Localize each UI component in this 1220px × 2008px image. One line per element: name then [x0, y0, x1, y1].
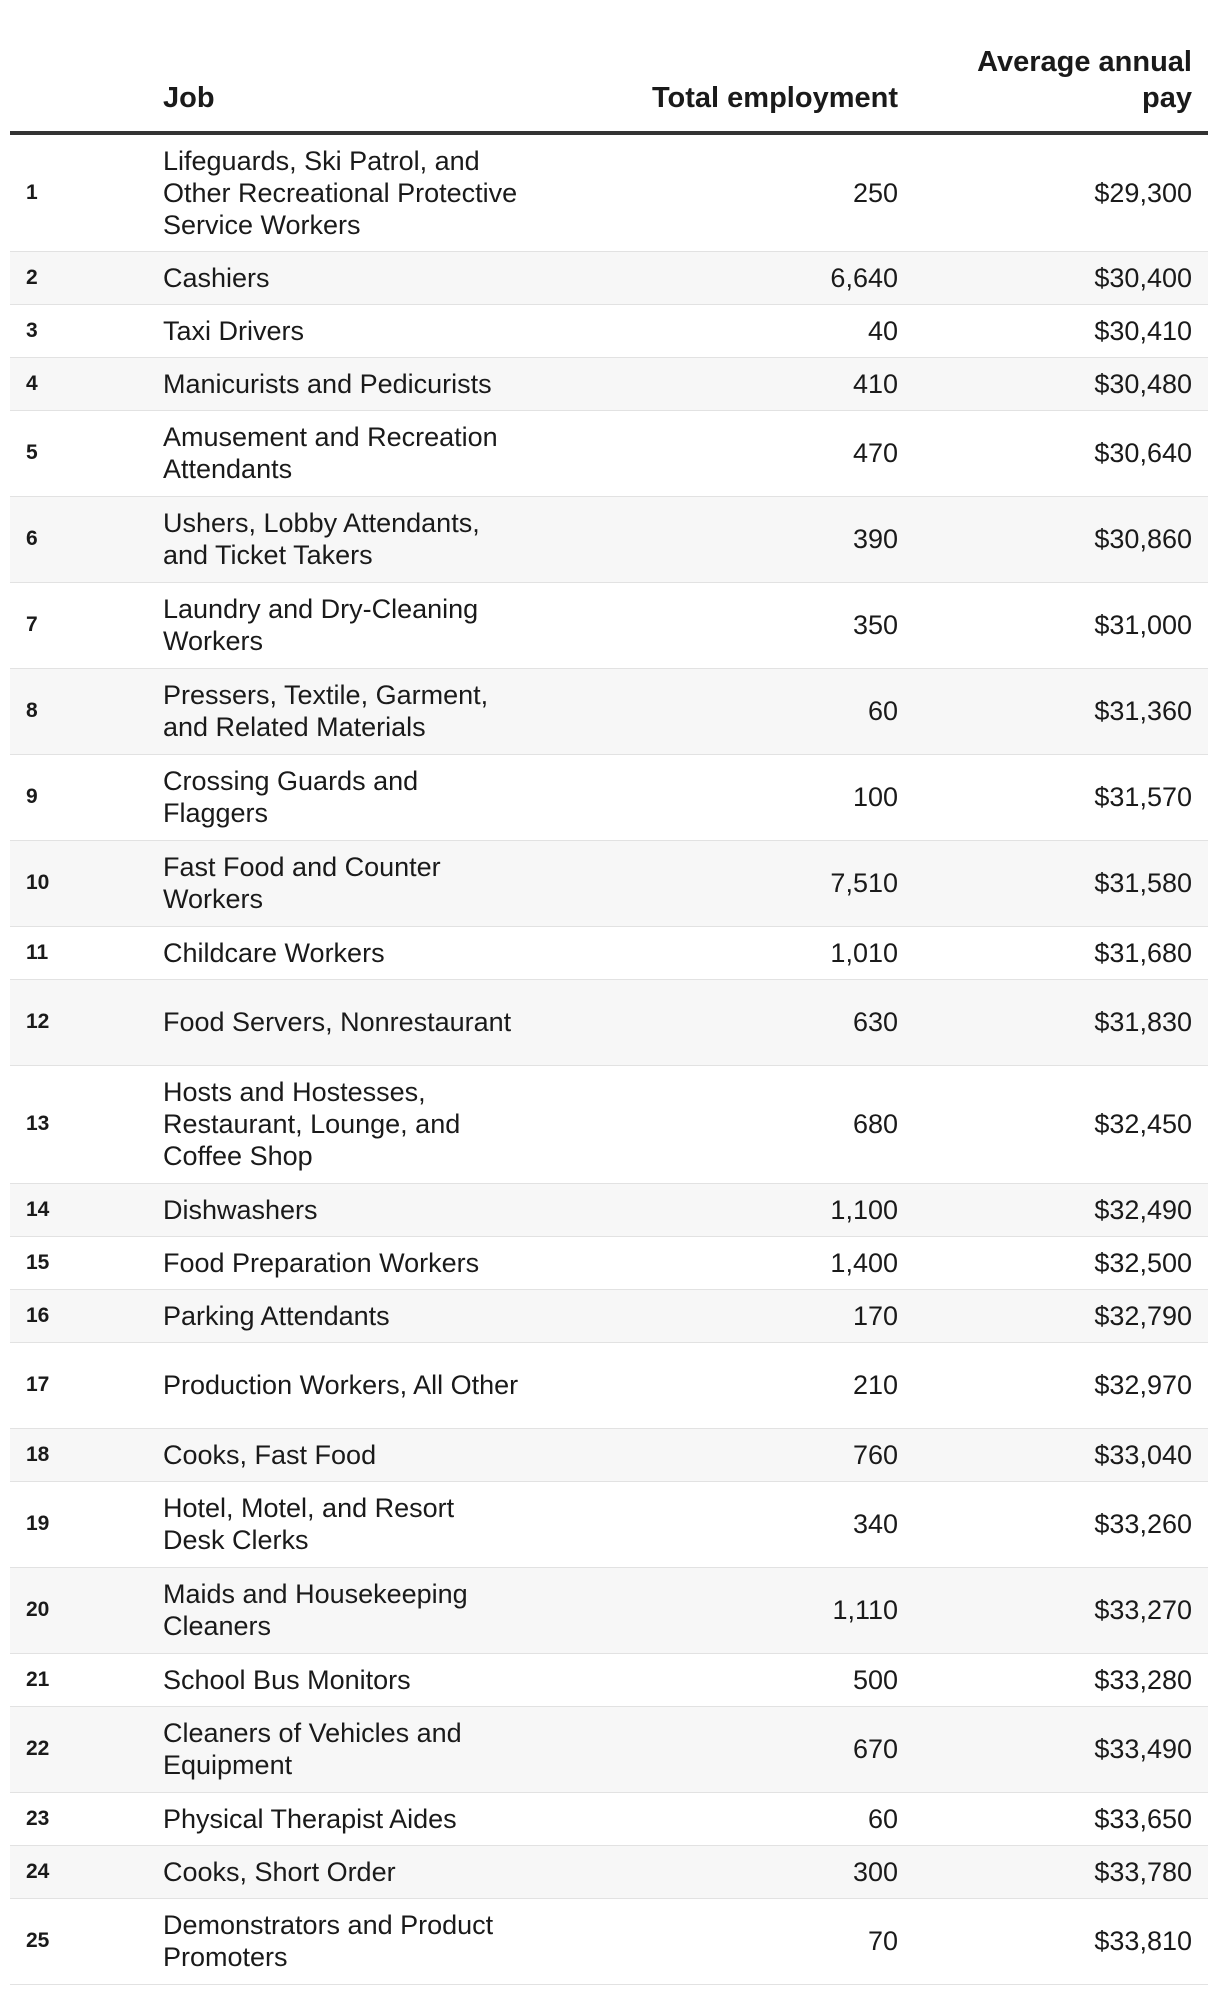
rank-cell: 24 — [26, 1859, 50, 1883]
pay-cell: $31,000 — [1094, 610, 1192, 640]
pay-cell: $30,480 — [1094, 368, 1192, 399]
employment-cell: 300 — [852, 1856, 898, 1887]
pay-cell: $30,400 — [1094, 262, 1192, 293]
table-row — [10, 668, 1208, 754]
table-row — [10, 357, 1208, 410]
employment-cell: 1,400 — [830, 1247, 898, 1278]
employment-cell: 630 — [852, 1007, 898, 1037]
employment-cell: 210 — [852, 1370, 898, 1400]
job-cell: Demonstrators and Product Promoters — [163, 1910, 494, 1972]
table-row — [10, 1065, 1208, 1183]
employment-cell: 500 — [852, 1664, 898, 1695]
pay-cell: $31,580 — [1094, 868, 1192, 898]
job-cell: Childcare Workers — [163, 937, 385, 968]
job-cell: Dishwashers — [163, 1194, 318, 1225]
job-cell: Amusement and Recreation Attendants — [163, 422, 498, 484]
job-cell: Cashiers — [163, 262, 270, 293]
pay-cell: $33,040 — [1094, 1439, 1192, 1470]
rank-cell: 17 — [26, 1373, 50, 1396]
pay-cell: $32,500 — [1094, 1247, 1192, 1278]
job-cell: Fast Food and Counter Workers — [163, 852, 441, 914]
rank-cell: 19 — [26, 1512, 50, 1535]
rank-cell: 2 — [26, 265, 38, 289]
rank-cell: 21 — [26, 1667, 50, 1691]
job-cell: Maids and Housekeeping Cleaners — [163, 1579, 468, 1641]
rank-cell: 18 — [26, 1442, 50, 1466]
table-row — [10, 1898, 1208, 1984]
employment-cell: 470 — [852, 438, 898, 468]
employment-cell: 250 — [852, 177, 898, 208]
employment-cell: 390 — [852, 524, 898, 554]
employment-cell: 1,100 — [830, 1194, 898, 1225]
pay-header-line-1: Average annual — [977, 46, 1192, 78]
employment-cell: 410 — [852, 368, 898, 399]
job-cell: Food Preparation Workers — [163, 1247, 480, 1278]
employment-cell: 60 — [867, 1803, 898, 1834]
rank-cell: 13 — [26, 1112, 50, 1135]
job-cell: Production Workers, All Other — [163, 1370, 519, 1400]
pay-cell: $32,790 — [1094, 1300, 1192, 1331]
pay-header-line-2: pay — [1142, 82, 1192, 114]
rank-column-header — [10, 0, 163, 133]
table-row — [10, 251, 1208, 304]
table-row — [10, 410, 1208, 496]
employment-cell: 70 — [867, 1926, 898, 1956]
job-cell: Physical Therapist Aides — [163, 1803, 457, 1834]
rank-cell: 14 — [26, 1197, 50, 1221]
table-row — [10, 1289, 1208, 1342]
rank-cell: 9 — [26, 785, 38, 808]
lowest-paying-jobs-table — [10, 0, 1208, 1985]
rank-cell: 11 — [26, 940, 49, 964]
employment-cell: 1,010 — [830, 937, 898, 968]
table-row — [10, 1342, 1208, 1428]
table-row — [10, 133, 1208, 251]
pay-cell: $33,810 — [1094, 1926, 1192, 1956]
table-row — [10, 1567, 1208, 1653]
pay-cell: $33,650 — [1094, 1803, 1192, 1834]
employment-cell: 1,110 — [832, 1595, 898, 1625]
table-row — [10, 582, 1208, 668]
job-cell: School Bus Monitors — [163, 1664, 411, 1695]
pay-cell: $33,780 — [1094, 1856, 1192, 1887]
table-row — [10, 840, 1208, 926]
employment-cell: 100 — [852, 782, 898, 812]
table-row — [10, 496, 1208, 582]
pay-cell: $32,490 — [1094, 1194, 1192, 1225]
rank-cell: 12 — [26, 1010, 50, 1033]
job-cell: Lifeguards, Ski Patrol, and Other Recreational Protective Service Workers — [163, 145, 518, 240]
table-row — [10, 1183, 1208, 1236]
rank-cell: 8 — [26, 699, 38, 722]
table-row — [10, 1481, 1208, 1567]
pay-cell: $33,280 — [1094, 1664, 1192, 1695]
employment-cell: 680 — [852, 1109, 898, 1139]
pay-cell: $33,260 — [1094, 1509, 1192, 1539]
table-row — [10, 979, 1208, 1065]
job-cell: Ushers, Lobby Attendants, and Ticket Takers — [163, 508, 480, 570]
table-row — [10, 1236, 1208, 1289]
employment-cell: 7,510 — [830, 868, 898, 898]
table-row — [10, 1792, 1208, 1845]
job-cell: Parking Attendants — [163, 1300, 390, 1331]
pay-cell: $30,410 — [1094, 315, 1192, 346]
employment-cell: 60 — [867, 696, 898, 726]
job-cell: Food Servers, Nonrestaurant — [163, 1007, 512, 1037]
job-column-header: Job — [163, 0, 533, 133]
pay-cell: $31,680 — [1094, 937, 1192, 968]
job-cell: Pressers, Textile, Garment, and Related Materials — [163, 680, 489, 742]
rank-cell: 1 — [26, 180, 38, 204]
rank-cell: 20 — [26, 1598, 50, 1621]
pay-cell: $30,860 — [1094, 524, 1192, 554]
header-row — [10, 0, 1208, 133]
table-header — [10, 0, 1208, 133]
pay-cell: $31,360 — [1094, 696, 1192, 726]
table-row — [10, 754, 1208, 840]
job-cell: Hosts and Hostesses, Restaurant, Lounge, and Coffee Shop — [163, 1077, 461, 1171]
rank-cell: 5 — [26, 441, 38, 464]
rank-cell: 16 — [26, 1303, 50, 1327]
employment-cell: 760 — [852, 1439, 898, 1470]
table-row — [10, 1845, 1208, 1898]
pay-cell: $32,970 — [1094, 1370, 1192, 1400]
job-cell: Taxi Drivers — [163, 315, 305, 346]
job-cell: Laundry and Dry-Cleaning Workers — [163, 594, 479, 656]
table-row — [10, 1653, 1208, 1706]
rank-cell: 15 — [26, 1250, 50, 1274]
pay-cell: $29,300 — [1094, 177, 1192, 208]
pay-cell: $32,450 — [1094, 1109, 1192, 1139]
employment-cell: 40 — [867, 315, 898, 346]
pay-cell: $31,570 — [1094, 782, 1192, 812]
job-cell: Manicurists and Pedicurists — [163, 368, 492, 399]
pay-cell: $31,830 — [1094, 1007, 1192, 1037]
jobs-table-container — [10, 0, 1208, 1985]
rank-cell: 4 — [26, 371, 38, 395]
job-cell: Cleaners of Vehicles and Equipment — [163, 1718, 462, 1780]
rank-cell: 3 — [26, 318, 38, 342]
rank-cell: 22 — [26, 1737, 50, 1760]
table-row — [10, 304, 1208, 357]
employment-cell: 340 — [852, 1509, 898, 1539]
employment-cell: 350 — [852, 610, 898, 640]
rank-cell: 23 — [26, 1806, 50, 1830]
rank-cell: 25 — [26, 1929, 50, 1952]
employment-column-header: Total employment — [533, 0, 916, 133]
rank-cell: 7 — [26, 613, 38, 636]
table-row — [10, 926, 1208, 979]
rank-cell: 6 — [26, 527, 38, 550]
job-cell: Cooks, Fast Food — [163, 1439, 377, 1470]
job-cell: Cooks, Short Order — [163, 1856, 396, 1887]
employment-cell: 670 — [852, 1734, 898, 1764]
employment-cell: 170 — [852, 1300, 898, 1331]
rank-cell: 10 — [26, 871, 50, 894]
pay-cell: $30,640 — [1094, 438, 1192, 468]
job-cell: Crossing Guards and Flaggers — [163, 766, 419, 828]
table-row — [10, 1706, 1208, 1792]
pay-cell: $33,490 — [1094, 1734, 1192, 1764]
job-cell: Hotel, Motel, and Resort Desk Clerks — [163, 1493, 455, 1555]
table-body — [10, 133, 1208, 1984]
table-row — [10, 1428, 1208, 1481]
pay-column-header — [916, 0, 1208, 133]
pay-cell: $33,270 — [1094, 1595, 1192, 1625]
employment-cell: 6,640 — [830, 262, 898, 293]
